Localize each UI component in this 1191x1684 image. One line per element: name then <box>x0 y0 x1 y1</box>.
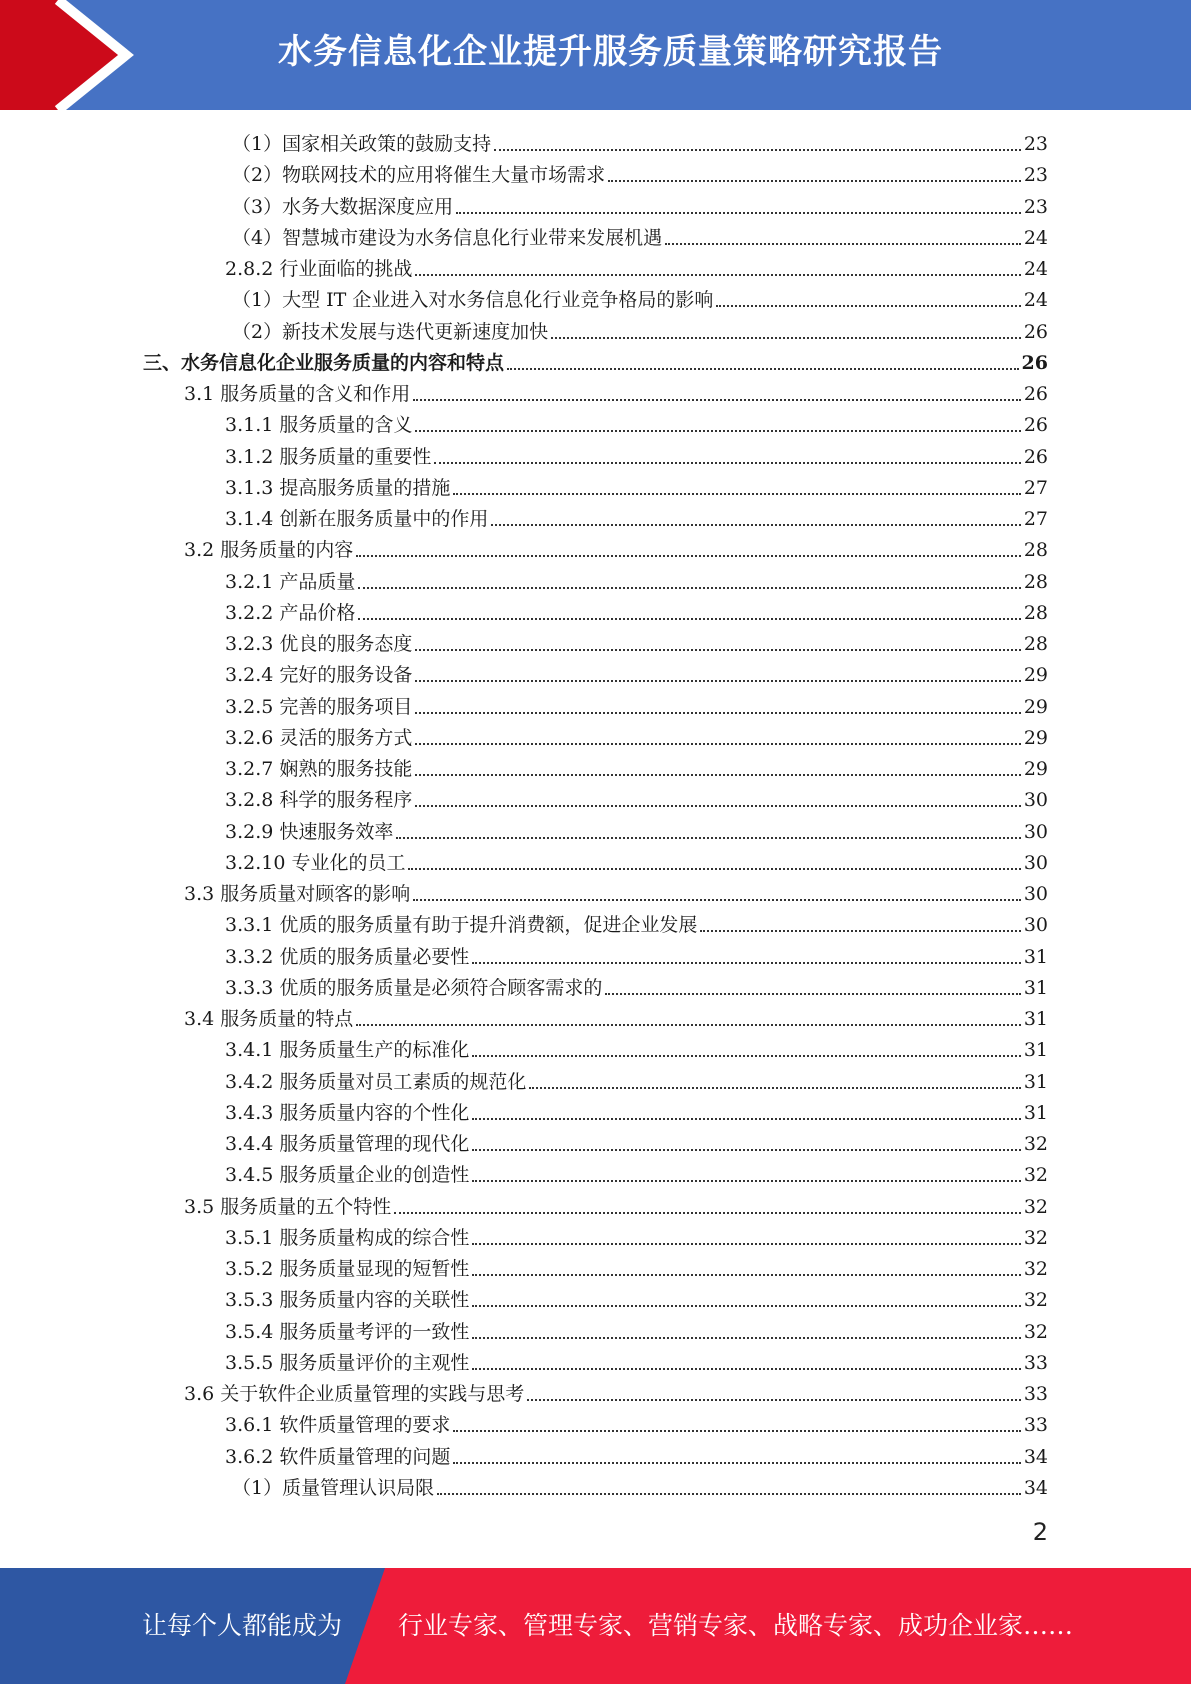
toc-entry[interactable] <box>225 408 1048 439</box>
toc-entry[interactable] <box>225 1440 1048 1471</box>
toc-dot-leader <box>356 555 1021 557</box>
toc-dot-leader <box>413 399 1021 401</box>
toc-dot-leader <box>472 962 1020 964</box>
toc-entry[interactable] <box>232 221 1048 252</box>
toc-entry[interactable] <box>232 283 1048 314</box>
toc-entry-page: 32 <box>1023 1195 1048 1218</box>
toc-entry-page: 28 <box>1023 539 1048 562</box>
toc-entry-title: 3.3.1 优质的服务质量有助于提升消费额，促进企业发展 <box>225 914 698 937</box>
toc-dot-leader <box>437 1493 1021 1495</box>
toc-entry[interactable] <box>225 502 1048 533</box>
toc-entry[interactable] <box>232 1471 1048 1502</box>
toc-dot-leader <box>472 1243 1020 1245</box>
toc-entry[interactable] <box>232 158 1048 189</box>
toc-dot-leader <box>494 149 1021 151</box>
toc-entry-page: 34 <box>1023 1476 1048 1499</box>
toc-entry-title: 3.1.1 服务质量的含义 <box>225 414 413 437</box>
toc-entry-title: （2）物联网技术的应用将催生大量市场需求 <box>232 164 606 187</box>
toc-dot-leader <box>491 524 1020 526</box>
toc-dot-leader <box>716 305 1020 307</box>
toc-entry-page: 26 <box>1023 320 1048 343</box>
toc-entry[interactable] <box>184 533 1048 564</box>
toc-entry-page: 27 <box>1023 508 1048 530</box>
toc-entry-page: 31 <box>1023 1070 1048 1093</box>
toc-dot-leader <box>456 212 1021 214</box>
toc-entry[interactable] <box>225 252 1048 283</box>
toc-entry-page: 23 <box>1023 133 1048 155</box>
toc-dot-leader <box>472 1118 1020 1120</box>
toc-entry-title: 3.4.2 服务质量对员工素质的规范化 <box>225 1070 527 1093</box>
toc-entry-page: 32 <box>1023 1320 1048 1343</box>
report-title: 水务信息化企业提升服务质量策略研究报告 <box>278 32 943 72</box>
toc-entry-page: 32 <box>1023 1164 1048 1187</box>
toc-entry-page: 26 <box>1023 414 1048 437</box>
toc-entry[interactable] <box>225 971 1048 1002</box>
toc-entry[interactable] <box>225 440 1048 471</box>
toc-entry[interactable] <box>225 1346 1048 1377</box>
toc-dot-leader <box>415 430 1020 432</box>
toc-entry-title: 3.5.1 服务质量构成的综合性 <box>225 1226 470 1249</box>
toc-dot-leader <box>551 337 1021 339</box>
toc-entry[interactable] <box>225 1033 1048 1064</box>
toc-entry-title: （1）大型 IT 企业进入对水务信息化行业竞争格局的影响 <box>232 289 714 312</box>
toc-entry-title: 3.3 服务质量对顾客的影响 <box>184 883 411 905</box>
toc-dot-leader <box>453 1462 1020 1464</box>
toc-dot-leader <box>527 1399 1021 1401</box>
toc-entry-page: 26 <box>1021 351 1048 374</box>
toc-entry-title: 3.2.3 优良的服务态度 <box>225 633 413 655</box>
toc-entry[interactable] <box>184 1377 1048 1408</box>
toc-entry-title: 三、水务信息化企业服务质量的内容和特点 <box>143 351 505 374</box>
toc-entry[interactable] <box>225 658 1048 689</box>
toc-entry[interactable] <box>184 1002 1048 1033</box>
toc-entry-title: 3.1 服务质量的含义和作用 <box>184 383 411 405</box>
toc-entry-title: 3.5.5 服务质量评价的主观性 <box>225 1351 470 1374</box>
toc-dot-leader <box>415 274 1020 276</box>
toc-entry-page: 26 <box>1023 383 1048 405</box>
page-header <box>0 0 1191 110</box>
toc-entry-title: 3.2.4 完好的服务设备 <box>225 664 413 687</box>
toc-dot-leader <box>415 649 1020 651</box>
toc-entry[interactable] <box>225 1065 1048 1096</box>
toc-entry[interactable] <box>225 815 1048 846</box>
toc-dot-leader <box>396 837 1020 839</box>
toc-entry-page: 29 <box>1023 758 1048 780</box>
toc-entry[interactable] <box>225 940 1048 971</box>
toc-dot-leader <box>472 1180 1020 1182</box>
toc-dot-leader <box>472 1055 1020 1057</box>
toc-entry[interactable] <box>225 1315 1048 1346</box>
toc-entry[interactable] <box>225 1283 1048 1314</box>
toc-entry-page: 27 <box>1023 476 1048 499</box>
footer-slogan-right: 行业专家、管理专家、营销专家、战略专家、成功企业家…… <box>398 1611 1074 1640</box>
toc-entry-page: 29 <box>1023 726 1048 749</box>
toc-entry-page: 24 <box>1023 289 1048 312</box>
toc-dot-leader <box>358 618 1020 620</box>
toc-entry-page: 31 <box>1023 1101 1048 1124</box>
toc-entry[interactable] <box>225 1096 1048 1127</box>
toc-dot-leader <box>415 774 1020 776</box>
toc-entry[interactable] <box>225 596 1048 627</box>
toc-entry-page: 28 <box>1023 570 1048 593</box>
toc-entry-title: （1）质量管理认识局限 <box>232 1476 435 1499</box>
toc-dot-leader <box>529 1087 1020 1089</box>
toc-entry-title: 3.3.2 优质的服务质量必要性 <box>225 945 470 968</box>
toc-dot-leader <box>472 1337 1020 1339</box>
toc-entry-title: 3.2.7 娴熟的服务技能 <box>225 758 413 780</box>
toc-entry-title: 3.5.4 服务质量考评的一致性 <box>225 1320 470 1343</box>
toc-entry-page: 24 <box>1023 226 1048 249</box>
toc-entry[interactable] <box>225 908 1048 939</box>
toc-entry[interactable] <box>184 377 1048 408</box>
page-footer <box>0 1568 1191 1684</box>
toc-entry-title: 3.1.3 提高服务质量的措施 <box>225 476 451 499</box>
toc-entry-page: 28 <box>1023 633 1048 655</box>
toc-entry-title: 3.3.3 优质的服务质量是必须符合顾客需求的 <box>225 976 603 999</box>
toc-entry-title: 3.2.2 产品价格 <box>225 601 356 624</box>
toc-entry-page: 24 <box>1023 258 1048 280</box>
toc-entry[interactable] <box>225 471 1048 502</box>
toc-entry-page: 31 <box>1023 1008 1048 1030</box>
toc-entry-title: 3.4.3 服务质量内容的个性化 <box>225 1101 470 1124</box>
toc-entry-title: （2）新技术发展与迭代更新速度加快 <box>232 320 549 343</box>
toc-entry[interactable] <box>225 565 1048 596</box>
toc-entry-title: 3.6.2 软件质量管理的问题 <box>225 1445 451 1468</box>
toc-dot-leader <box>358 587 1020 589</box>
toc-dot-leader <box>472 1274 1020 1276</box>
toc-dot-leader <box>472 1149 1020 1151</box>
toc-entry[interactable] <box>184 877 1048 908</box>
toc-entry-page: 32 <box>1023 1226 1048 1249</box>
toc-entry-page: 30 <box>1023 820 1048 843</box>
toc-dot-leader <box>356 1024 1021 1026</box>
toc-entry[interactable] <box>225 721 1048 752</box>
toc-entry-title: 3.4.1 服务质量生产的标准化 <box>225 1039 470 1062</box>
toc-entry-page: 30 <box>1023 851 1048 874</box>
toc-entry-page: 33 <box>1023 1414 1048 1437</box>
toc-entry-title: 3.2.9 快速服务效率 <box>225 820 394 843</box>
toc-entry-title: 3.6 关于软件企业质量管理的实践与思考 <box>184 1383 525 1405</box>
toc-entry[interactable] <box>225 1252 1048 1283</box>
toc-entry-title: 3.4.5 服务质量企业的创造性 <box>225 1164 470 1187</box>
toc-dot-leader <box>453 493 1020 495</box>
toc-entry[interactable] <box>143 346 1048 377</box>
toc-dot-leader <box>408 868 1020 870</box>
toc-entry[interactable] <box>232 315 1048 346</box>
toc-entry-page: 34 <box>1023 1445 1048 1468</box>
toc-entry-title: 3.5.2 服务质量显现的短暂性 <box>225 1258 470 1280</box>
toc-entry-page: 29 <box>1023 664 1048 687</box>
toc-dot-leader <box>507 368 1019 370</box>
toc-entry-title: 3.2 服务质量的内容 <box>184 539 354 562</box>
toc-entry-page: 33 <box>1023 1383 1048 1405</box>
toc-dot-leader <box>453 1430 1020 1432</box>
toc-entry[interactable] <box>225 1221 1048 1252</box>
toc-entry-title: 3.1.2 服务质量的重要性 <box>225 445 432 468</box>
toc-entry-page: 31 <box>1023 1039 1048 1062</box>
toc-dot-leader <box>700 930 1020 932</box>
toc-entry-title: （1）国家相关政策的鼓励支持 <box>232 133 492 155</box>
toc-entry-page: 23 <box>1023 164 1048 187</box>
toc-entry[interactable] <box>225 752 1048 783</box>
toc-entry-title: 3.1.4 创新在服务质量中的作用 <box>225 508 489 530</box>
toc-dot-leader <box>415 805 1020 807</box>
toc-entry-title: 3.2.6 灵活的服务方式 <box>225 726 413 749</box>
toc-entry-title: （4）智慧城市建设为水务信息化行业带来发展机遇 <box>232 226 663 249</box>
toc-entry[interactable] <box>225 1158 1048 1189</box>
toc-dot-leader <box>608 180 1021 182</box>
toc-entry-title: 3.2.8 科学的服务程序 <box>225 789 413 812</box>
toc-entry-title: 3.5.3 服务质量内容的关联性 <box>225 1289 470 1312</box>
toc-entry[interactable] <box>232 190 1048 221</box>
toc-entry-title: 3.4 服务质量的特点 <box>184 1008 354 1030</box>
toc-entry[interactable] <box>225 846 1048 877</box>
toc-dot-leader <box>605 993 1020 995</box>
toc-entry-page: 31 <box>1023 976 1048 999</box>
toc-entry-title: 3.6.1 软件质量管理的要求 <box>225 1414 451 1437</box>
toc-entry-page: 30 <box>1023 789 1048 812</box>
toc-entry-page: 26 <box>1023 445 1048 468</box>
toc-entry-page: 23 <box>1023 195 1048 218</box>
toc-entry[interactable] <box>225 1127 1048 1158</box>
toc-entry-page: 32 <box>1023 1258 1048 1280</box>
toc-entry[interactable] <box>225 783 1048 814</box>
toc-entry-page: 32 <box>1023 1133 1048 1155</box>
toc-entry-page: 32 <box>1023 1289 1048 1312</box>
toc-dot-leader <box>413 899 1021 901</box>
toc-dot-leader <box>394 1212 1021 1214</box>
toc-dot-leader <box>472 1368 1020 1370</box>
toc-entry[interactable] <box>225 1408 1048 1439</box>
toc-dot-leader <box>665 243 1021 245</box>
toc-dot-leader <box>415 743 1020 745</box>
toc-entry-title: 3.2.1 产品质量 <box>225 570 356 593</box>
toc-entry-title: 2.8.2 行业面临的挑战 <box>225 258 413 280</box>
toc-entry-page: 28 <box>1023 601 1048 624</box>
footer-slogan-left: 让每个人都能成为 <box>142 1611 343 1640</box>
toc-entry[interactable] <box>225 690 1048 721</box>
toc-entry-page: 30 <box>1023 883 1048 905</box>
toc-entry-title: （3）水务大数据深度应用 <box>232 195 454 218</box>
page-number: 2 <box>1032 1518 1048 1546</box>
toc-entry[interactable] <box>232 127 1048 158</box>
toc-entry-title: 3.4.4 服务质量管理的现代化 <box>225 1133 470 1155</box>
toc-dot-leader <box>415 680 1020 682</box>
toc-dot-leader <box>434 462 1020 464</box>
toc-entry-title: 3.5 服务质量的五个特性 <box>184 1195 392 1218</box>
toc-entry-title: 3.2.10 专业化的员工 <box>225 851 406 874</box>
toc-entry[interactable] <box>225 627 1048 658</box>
toc-entry-title: 3.2.5 完善的服务项目 <box>225 695 413 718</box>
toc-entry-page: 30 <box>1023 914 1048 937</box>
toc-entry-page: 29 <box>1023 695 1048 718</box>
toc-dot-leader <box>415 712 1020 714</box>
toc-entry[interactable] <box>184 1190 1048 1221</box>
toc-entry-page: 31 <box>1023 945 1048 968</box>
toc-dot-leader <box>472 1305 1020 1307</box>
toc-entry-page: 33 <box>1023 1351 1048 1374</box>
